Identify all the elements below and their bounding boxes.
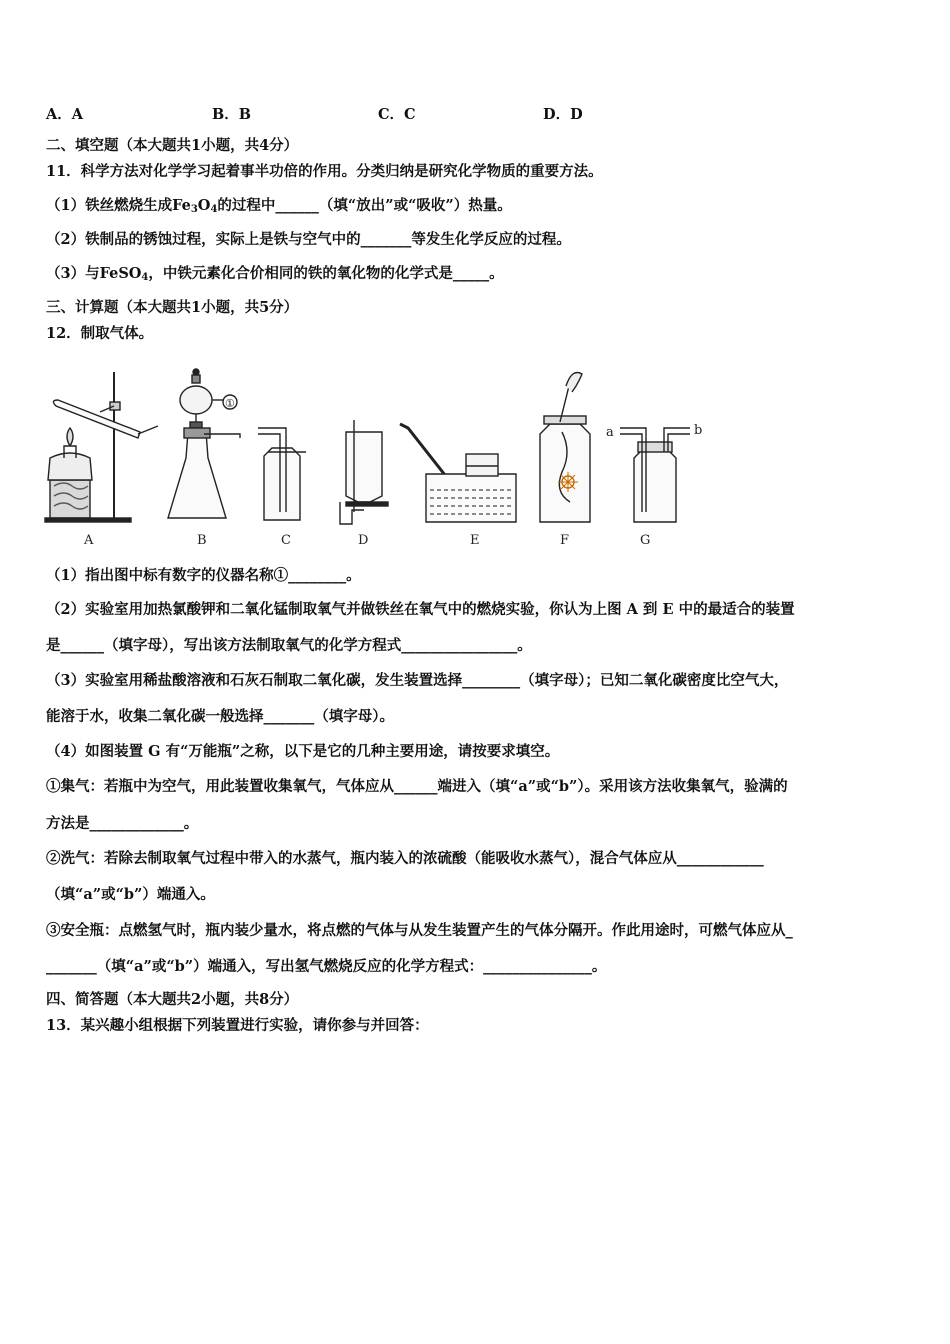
choice-d: D．D (543, 106, 583, 123)
use-1-line-2: 方法是_____________。 (46, 815, 199, 832)
question-11-part-3: （3）与FeSO$_4$，中铁元素化合价相同的铁的氧化物的化学式是_____。 (46, 265, 504, 283)
apparatus-c-gas-collecting-bottle (258, 428, 306, 520)
apparatus-f-iron-wire-combustion (540, 373, 590, 523)
apparatus-e-water-trough (400, 424, 516, 522)
question-12-part-2-line-1: （2）实验室用加热氯酸钾和二氧化锰制取氧气并做铁丝在氧气中的燃烧实验，你认为上图 A 到 E 中的最适合的装置 (46, 601, 795, 618)
port-a-label: a (606, 425, 614, 440)
marker-1: ① (225, 397, 235, 410)
question-11-stem: 11．科学方法对化学学习起着事半功倍的作用。分类归纳是研究化学物质的重要方法。 (46, 163, 603, 180)
port-b-label: b (694, 423, 703, 438)
figure-label-a: A (84, 533, 94, 548)
question-12-part-1: （1）指出图中标有数字的仪器名称①________。 (46, 567, 361, 584)
figure-label-b: B (197, 533, 207, 548)
question-11-part-2: （2）铁制品的锈蚀过程，实际上是铁与空气中的_______等发生化学反应的过程。 (46, 231, 571, 248)
figure-label-c: C (281, 533, 291, 548)
choice-a: A．A (46, 106, 84, 123)
question-12-part-3-line-2: 能溶于水，收集二氧化碳一般选择_______（填字母）。 (46, 708, 394, 725)
question-12-stem: 12．制取气体。 (46, 325, 154, 342)
figure-label-g: G (640, 533, 651, 548)
use-2-line-1: ②洗气：若除去制取氧气过程中带入的水蒸气，瓶内装入的浓硫酸（能吸收水蒸气），混合气体应从____________ (46, 850, 764, 867)
section-heading-short-answer: 四、简答题（本大题共2小题，共8分） (46, 991, 299, 1008)
figure-label-f: F (560, 533, 570, 548)
question-12-part-2-line-2: 是______（填字母），写出该方法制取氧气的化学方程式________________。 (46, 637, 532, 654)
question-11-part-1: （1）铁丝燃烧生成$Fe_3O_4$的过程中______（填“放出”或“吸收”）热量。 (46, 197, 512, 215)
question-12-part-4: （4）如图装置 G 有“万能瓶”之称，以下是它的几种主要用途，请按要求填空。 (46, 743, 560, 760)
figure-label-e: E (470, 533, 480, 548)
choice-b: B．B (212, 106, 252, 123)
use-3-line-2: _______（填“a”或“b”）端通入，写出氢气燃烧反应的化学方程式：_______________。 (46, 958, 607, 975)
use-3-line-1: ③安全瓶：点燃氢气时，瓶内装少量水，将点燃的气体与从发生装置产生的气体分隔开。作此用途时，可燃气体应从_ (46, 922, 793, 939)
apparatus-g-multipurpose-bottle (620, 428, 690, 522)
apparatus-b-separatory-funnel-flask (168, 369, 240, 518)
apparatus-a-heating-setup (45, 372, 158, 522)
use-2-line-2: （填“a”或“b”）端通入。 (46, 886, 215, 903)
figure-label-d: D (358, 533, 369, 548)
apparatus-figure (40, 362, 740, 552)
section-heading-fill-in: 二、填空题（本大题共1小题，共4分） (46, 137, 299, 154)
section-heading-calculation: 三、计算题（本大题共1小题，共5分） (46, 299, 299, 316)
question-13-stem: 13．某兴趣小组根据下列装置进行实验，请你参与并回答： (46, 1017, 429, 1034)
use-1-line-1: ①集气：若瓶中为空气，用此装置收集氧气，气体应从______端进入（填“a”或“b”）。采用该方法收集氧气，验满的 (46, 778, 788, 795)
apparatus-d-inverted-bottle (340, 420, 388, 524)
question-12-part-3-line-1: （3）实验室用稀盐酸溶液和石灰石制取二氧化碳，发生装置选择________（填字母）；已知二氧化碳密度比空气大， (46, 672, 789, 689)
choice-c: C．C (378, 106, 416, 123)
